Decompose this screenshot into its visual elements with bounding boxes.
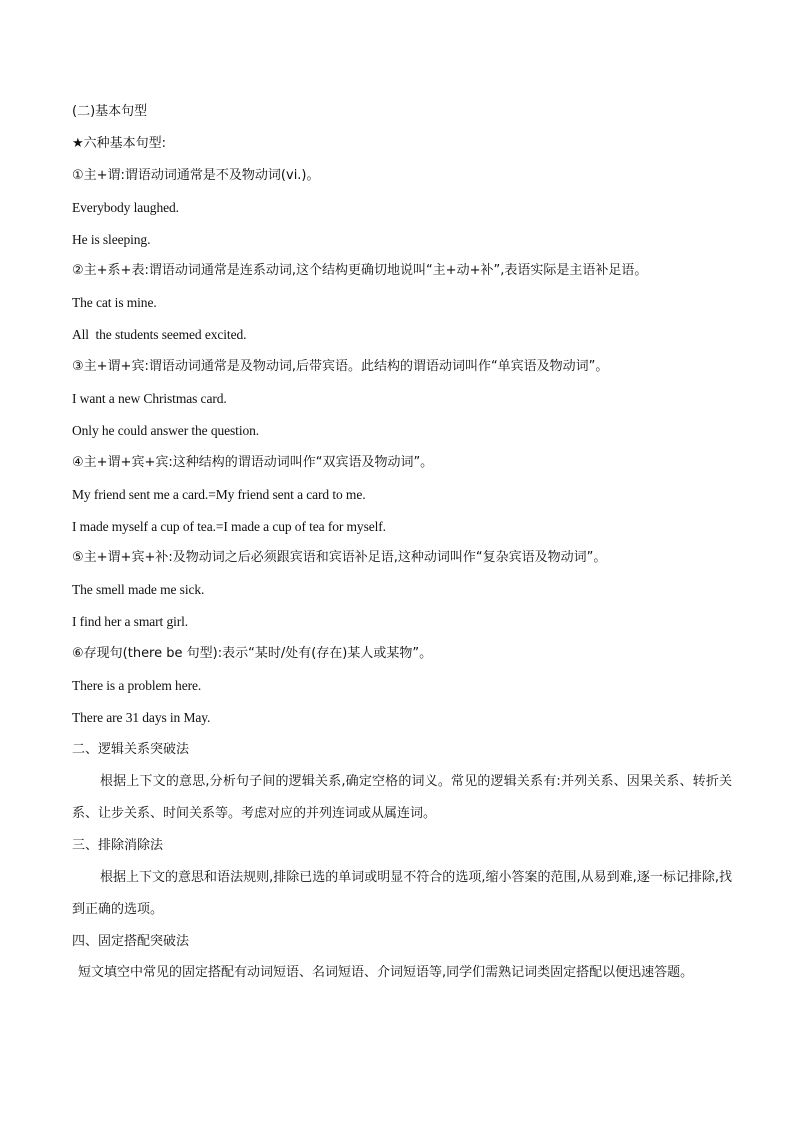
pattern-example: I want a new Christmas card. bbox=[72, 391, 227, 407]
pattern-rule-2: ②主+系+表:谓语动词通常是连系动词,这个结构更确切地说叫“主+动+补”,表语实际是主语补足语。 bbox=[72, 263, 648, 279]
pattern-example: Only he could answer the question. bbox=[72, 422, 260, 438]
pattern-rule-4: ④主+谓+宾+宾:这种结构的谓语动词叫作“双宾语及物动词”。 bbox=[72, 454, 434, 470]
pattern-rule-1: ①主+谓:谓语动词通常是不及物动词(vi.)。 bbox=[72, 167, 320, 183]
pattern-rule-5: ⑤主+谓+宾+补:及物动词之后必须跟宾语和宾语补足语,这种动词叫作“复杂宾语及物动词”。 bbox=[72, 550, 607, 566]
basic-patterns-heading: (二)基本句型 bbox=[72, 104, 148, 119]
pattern-example: I find her a smart girl. bbox=[72, 614, 189, 630]
elimination-body: 根据上下文的意思和语法规则,排除已选的单词或明显不符合的选项,缩小答案的范围,从易到难,逐一标记排除,找到正确的选项。 bbox=[72, 869, 732, 917]
logic-body: 根据上下文的意思,分析句子间的逻辑关系,确定空格的词义。常见的逻辑关系有:并列关系、因果关系、转折关系、让步关系、时间关系等。考虑对应的并列连词或从属连词。 bbox=[72, 773, 732, 821]
collocation-heading: 四、固定搭配突破法 bbox=[72, 933, 190, 949]
pattern-example: My friend sent me a card.=My friend sent a card to me. bbox=[72, 486, 366, 502]
collocation-body: 短文填空中常见的固定搭配有动词短语、名词短语、介词短语等,同学们需熟记词类固定搭配以便迅速答题。 bbox=[78, 965, 694, 981]
logic-heading: 二、逻辑关系突破法 bbox=[72, 741, 190, 757]
six-patterns-title: ★六种基本句型: bbox=[72, 135, 167, 151]
pattern-example: He is sleeping. bbox=[72, 231, 151, 247]
pattern-example: Everybody laughed. bbox=[72, 199, 179, 215]
pattern-example: I made myself a cup of tea.=I made a cup of tea for myself. bbox=[72, 518, 386, 534]
pattern-example: The smell made me sick. bbox=[72, 582, 205, 598]
pattern-example: All the students seemed excited. bbox=[72, 327, 247, 343]
pattern-rule-3: ③主+谓+宾:谓语动词通常是及物动词,后带宾语。此结构的谓语动词叫作“单宾语及物动词”。 bbox=[72, 359, 609, 375]
pattern-example: There is a problem here. bbox=[72, 678, 202, 694]
document-page bbox=[72, 96, 732, 989]
pattern-rule-6: ⑥存现句(there be 句型):表示“某时/处有(存在)某人或某物”。 bbox=[72, 646, 433, 662]
elimination-heading: 三、排除消除法 bbox=[72, 837, 164, 853]
pattern-example: There are 31 days in May. bbox=[72, 709, 211, 725]
pattern-example: The cat is mine. bbox=[72, 295, 157, 311]
